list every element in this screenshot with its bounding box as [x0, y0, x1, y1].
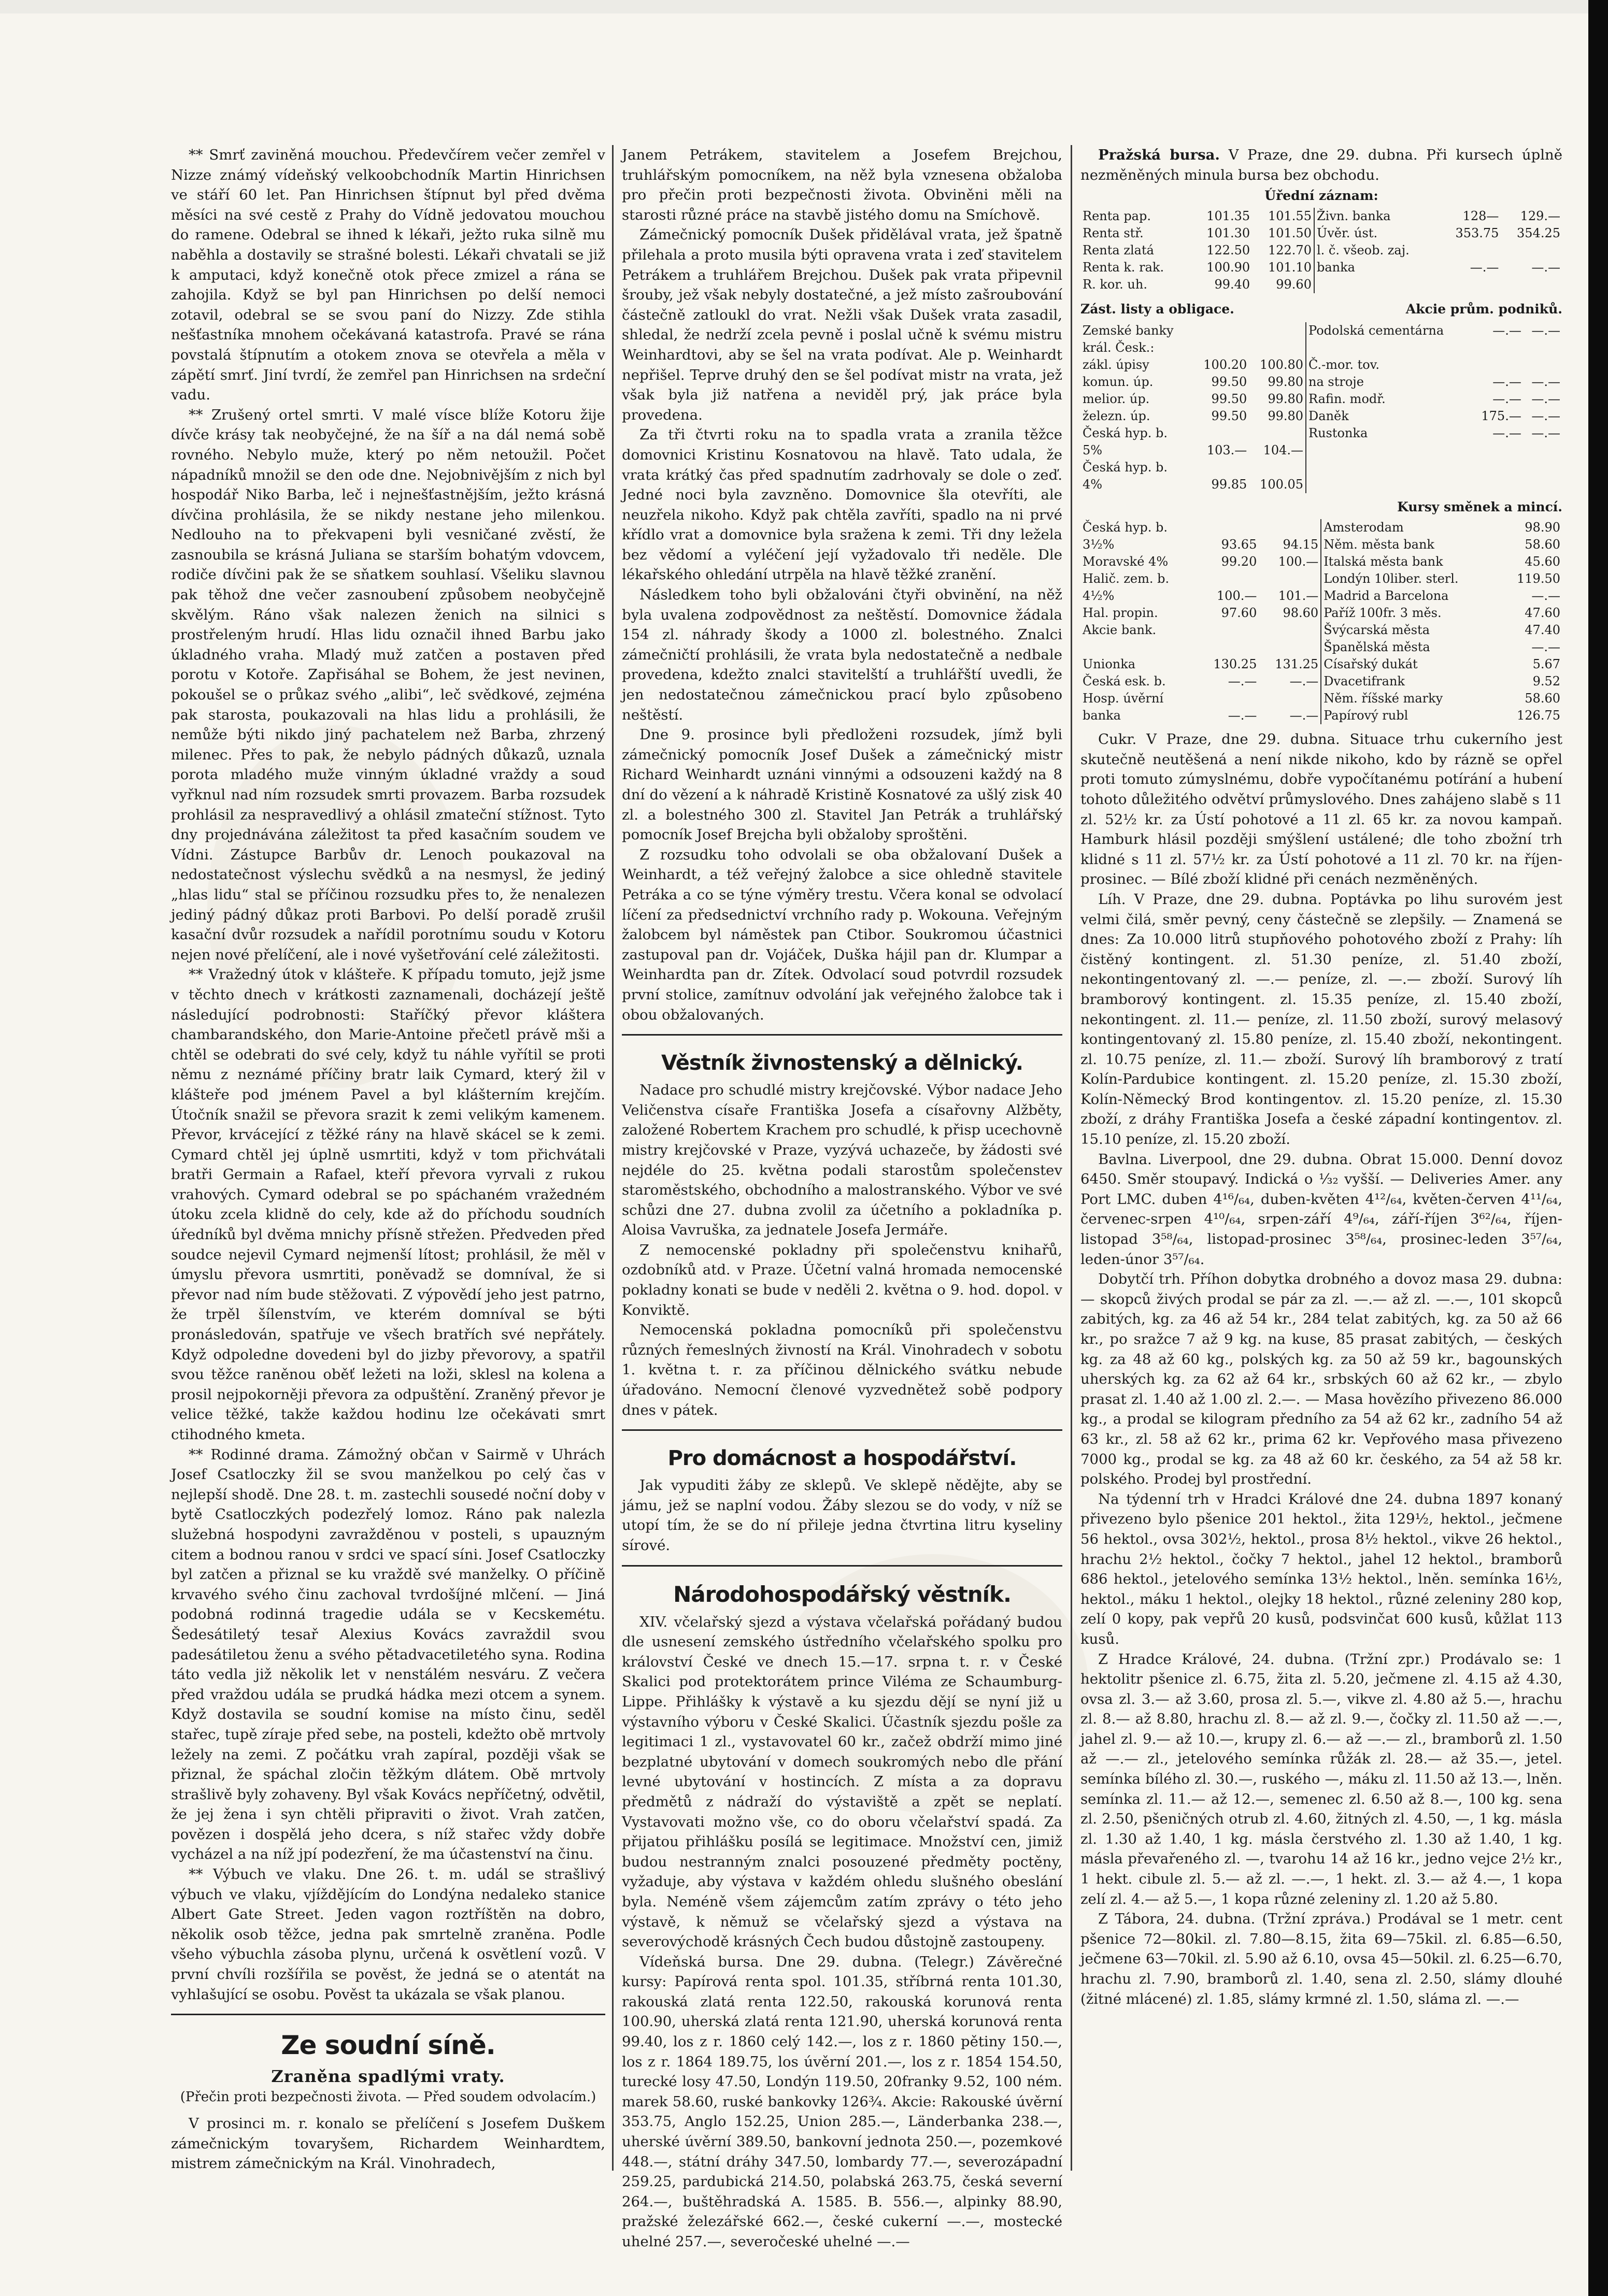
- table-cell: Renta stř.: [1083, 226, 1144, 241]
- table-row: [1080, 259, 1562, 276]
- table-cell: král. Česk.:: [1083, 340, 1155, 355]
- article-dobytci-trh: Dobytčí trh. Příhon dobytka drobného a dovoz masa 29. dubna: — skopců živých prodal se pár za zl. —.— až zl. —.—, 101 skopců zabitých, kg. za 46 až 54 kr., 284 telat zabitých, kg. za 50 až 66 kr., po sražce 7 až 9 kg. na kuse, 85 prasat zabitých, — českých kg. za 48 až 60 kg., polských kg. za 50 až 59 kr., bagounských uherských kg. za 62 až 64 kr., srbských 60 až 62 kr., — zbylo prasat zl. 1.40 až 1.00 zl. 2.—. — Masa hovězího přivezeno 86.000 kg., a prodal se kilogram předního za 54 až 62 kr., zadního 54 až 63 kr., zl. 58 až 62 kr., prima 62 kr. Vepřového masa přivezeno 7000 kg., prodal se kg. za 48 až 60 kr. českého, za 54 až 58 kr. polského. Prodej byl prostřední.: [1080, 1271, 1562, 1488]
- table-cell: 131.25: [1275, 657, 1319, 672]
- table-cell: 122.70: [1268, 243, 1312, 258]
- table-cell: [1314, 276, 1440, 293]
- table-cell: [1198, 519, 1259, 536]
- table-cell: [1524, 442, 1562, 459]
- table-cell: Hal. propin.: [1083, 606, 1158, 621]
- table-cell: [1501, 276, 1562, 293]
- table-cell: 97.60: [1221, 606, 1257, 621]
- table-cell: [1259, 639, 1321, 656]
- table-cell: zákl. úpisy: [1083, 357, 1149, 372]
- article-paragraph: Zámečnický pomocník Dušek přidělával vrata, jež špatně přilehala a proto musila býti opravena vrata i zeď stavitelem Petrákem a truhlářem Brejchou. Dušek pak vrata připevnil šrouby, jež však nebyly dostatečné, a jež místo zašroubování částečně zatloukl do vrat. Nežli však Dušek vrata zasadil, shledal, že nedrží zcela pevně i poslal učně k svému mistru Weinhardtovi, aby se šel na vrata podívat. Ale p. Weinhardt nepřišel. Teprve druhý den se šel podívat mistr na vrata, jež však byla již natřena a neviděl prý, jak práce byla provedena.: [622, 226, 1062, 423]
- table-cell: [1198, 570, 1259, 587]
- table-row: [1080, 391, 1562, 408]
- article-tydenni-trh: Na týdenní trh v Hradci Králové dne 24. dubna 1897 konaný přivezeno bylo pšenice 201 hektol., žita 129½, hektol., ječmene 56 hektol., ovsa 302½, hektol., prosa 8½ hektol., vikve 26 hektol., hrachu 2½ hektol., čočky 7 hektol., jahel 12 hektol., bramborů 686 hektol., jetelového semínka 13½ hektol., lněn. semínka 16½, hektol., máku 1 hektol., olejky 18 hektol., různé zeleniny 280 kop, zelí 0 kopy, pak vepřů 20 kusů, podsvinčat 600 kusů, kůžlat 113 kusů.: [1080, 1490, 1562, 1647]
- table-cell: —.—: [1492, 375, 1521, 390]
- section-rule: [622, 1034, 1062, 1036]
- article-zruseny-ortel: ** Zrušený ortel smrti. V malé vísce blíže Kotoru žije dívče krásy tak neobyčejné, že na šíř a na dál nemá sobě rovného. Nebylo muže, který po něm netoužil. Počet nápadníků množil se den ode dne. Nejobnivějším z nich byl hospodář Niko Barba, leč i nejnešťastnějším, ježto krásná dívčina prohlásila, že se nikdy nestane jeho milenkou. Nedlouho na to překvapeni byli vesničané zvěstí, že zasnoubila se krásná Juliana se starším bohatým vdovcem, rodiče dívčini pak že se sňatkem souhlasí. Všeliku slavnou pak těhož dne večer zasnoubení způsobem neobyčejně skvělým. Ráno však nalezen ženich na silnici s prostřeleným hrudí. Hlas lidu označil ihned Barbu jako úkladného vraha. Mladý muž zatčen a postaven před porotu v Kotoře. Zapřisáhal se Bohem, že jest nevinen, pokoušel se o průkaz svého „alibi“, leč svědkové, zejména pak starosta, poukazovali na hlas lidu a prohlásili, že nemůže býti nikdo jiný pachatelem než Barba, zhrzený milenec. Přes to pak, že nebylo pádných důkazů, uznala porota mladého muže vinným úkladné vraždy a soud vyřknul nad ním rozsudek smrti provazem. Barba rozsudek prohlásil za nespravedlivý a ohlásil zmateční stížnost. Tyto dny projednávána záležitost ta před kasačním soudem ve Vídni. Zástupce Barbův dr. Lenoch poukazoval na nedostatečnost výslechu svědků a na nesmysl, že jediný „hlas lidu“ stal se příčinou rozsudku přes to, že nenalezen jediný pádný důkaz proti Barbovi. Po delší poradě zrušil kasační dvůr rozsudek a nařídil porotnímu soudu v Kotoru nejen nové přelíčení, ale i nové vyšetřování celé záležitosti.: [171, 406, 605, 963]
- table-cell: Něm. města bank: [1321, 536, 1501, 553]
- table-cell: [1249, 339, 1306, 356]
- article-paragraph: Za tři čtvrti roku na to spadla vrata a zranila těžce domovnici Kristinu Kosnatovou na hlavě. Tato udala, že vrata krátký čas před spadnutím zadrhovaly se dole o zeď. Jedné noci byla zavzněno. Domovnice šla otevříti, ale neuzřela nikoho. Když pak chtěla zavříti, spadlo na ni prvé křídlo vrat a domovnice byla sražena k zemi. Tři dny ležela bez vědomí a vyléčení její vyžadovalo tři neděle. Dle lékařského ohledání utrpěla na hlavě těžké zranění.: [622, 426, 1062, 583]
- notice-nadace: Nadace pro schudlé mistry krejčovské. Výbor nadace Jeho Veličenstva císaře Františka Josefa a císařovny Alžběty, založené Robertem Krachem pro schudlé, k přisp ucechovně mistry krejčovské v Praze, vyzývá uchazeče, by žádosti své nejdéle do 25. května podali starostům společenstev staroměstského, obchodního a malostranského. Výbor ve své schůzi dne 27. dubna zvolil za účetního a pokladníka p. Aloisa Vavruška, za jednatele Josefa Jermáře.: [622, 1082, 1062, 1239]
- table-cell: 100.05: [1260, 477, 1304, 492]
- table-cell: Zemské banky: [1083, 323, 1174, 338]
- table-cell: banka: [1314, 259, 1440, 276]
- table-cell: [1440, 242, 1501, 259]
- table-cell: 5.67: [1532, 657, 1560, 672]
- article-videnska-bursa: Vídeňská bursa. Dne 29. dubna. (Telegr.) Závěrečné kursy: Papírová renta spol. 101.35, stříbrná renta 101.30, rakouská zlatá renta 122.50, rakouská korunová renta 100.90, uherská zlatá renta 121.90, uherská korunová renta 99.40, los z r. 1860 celý 142.—, los z r. 1860 pětiny 150.—, los z r. 1864 189.75, los úvěrní 201.—, los z r. 1854 154.50, turecké losy 47.50, Londýn 119.50, 20franky 9.52, 100 ném. marek 58.60, ruské bankovky 126¾. Akcie: Rakouské úvěrní 353.75, Anglo 152.25, Union 285.—, Länderbanka 238.—, uherské úvěrní 389.50, bankovní jednota 250.—, pozemkové 448.—, státní dráhy 347.50, lombardy 77.—, severozápadní 259.25, pardubická 214.50, polabská 263.75, česká severní 264.—, buštěhradská A. 1585. B. 556.—, alpinky 88.90, pražské železářské 662.—, české cukerní —.—, mostecké uhelné 257.—, severočeské uhelné —.—: [622, 1953, 1062, 2250]
- table-cell: 99.20: [1221, 554, 1257, 569]
- column-right: [1080, 145, 1562, 2197]
- article-vcelarsky-sjezd: XIV. včelařský sjezd a výstava včelařská pořádaný budou dle usnesení zemského ústředního včelařského spolku pro království České ve dnech 15.—17. srpna t. r. v České Skalici pod protektorátem prince Viléma ze Schaumburg-Lippe. Přihlášky k výstavě a ku sjezdu dějí se nyní již u výstavního výboru v České Skalici. Účastník sjezdu pošle za legitimaci 1 zl., vystavovatel 60 kr., začež obdrží mimo jiné bezplatné ubytování v domech soukromých nebo dle přání levné ubytování v hostincích. Z místa a za dopravu předmětů z nádraží do výstaviště a zpět se neplatí. Vystavovati možno vše, co do oboru včelařství spadá. Za přijatou přihlášku posílá se legitimace. Množství cen, jimiž budou nestranným znalci posouzené předměty poctěny, vyžaduje, aby výstava v každém ohledu slušného obeslání byla. Neméně všem zájemcům zatím zprávy o této jeho výstavě, k němuž se včelařský sjezd a výstava na severovýchodě krásných Čech budou důstojně zastoupeny.: [622, 1613, 1062, 1950]
- table-cell: [1193, 339, 1249, 356]
- table-cell: —.—: [1492, 426, 1521, 441]
- table-cell: Švýcarská města: [1321, 622, 1501, 639]
- table-cell: [1259, 519, 1321, 536]
- table-cell: Moravské 4%: [1083, 554, 1169, 569]
- article-continuation: Janem Petrákem, stavitelem a Josefem Brejchou, truhlářským pomocníkem, na něž byla vznesena obžaloba pro přečin proti bezpečnosti života. Obviněni měli na starosti různé práce na stavbě jistého domu na Smíchově.: [622, 147, 1062, 223]
- table-cell: 58.60: [1525, 537, 1560, 552]
- table-row: [1080, 242, 1562, 259]
- table-cell: Renta zlatá: [1083, 243, 1154, 258]
- table-cell: 98.90: [1525, 520, 1560, 535]
- table-cell: [1524, 339, 1562, 356]
- table-row: [1080, 605, 1562, 622]
- table-cell: Rustonka: [1306, 425, 1471, 442]
- table-caption-obligace: Zást. listy a obligace.: [1080, 302, 1234, 317]
- table-cell: Císařský dukát: [1321, 656, 1501, 673]
- table-cell: Úvěr. úst.: [1314, 225, 1440, 242]
- table-cell: 47.60: [1525, 606, 1560, 621]
- table-cell: 100.—: [1278, 554, 1319, 569]
- table-cell: 9.52: [1532, 674, 1560, 689]
- table-cell: —.—: [1470, 260, 1499, 275]
- table-cell: —.—: [1531, 323, 1560, 338]
- article-paragraph: Dne 9. prosince byli předloženi rozsudek, jímž byli zámečnický pomocník Josef Dušek a zámečnický mistr Richard Weinhardt uznáni vinnými a odsouzeni každý na 8 dní do vězení a k náhradě Kristině Kosnatové za ušlý zisk 40 zl. a bolestného 300 zl. Stavitel Jan Petrák a truhlářský pomocník Josef Brejcha byli obžaloby sproštěni.: [622, 726, 1062, 843]
- notice-pokladna-knihari: Z nemocenské pokladny při společenstvu knihařů, ozdobníků atd. v Praze. Účetní valná hromada nemocenské pokladny konati se bude v neděli 2. května o 9. hod. dopol. v Konviktě.: [622, 1241, 1062, 1318]
- table-cell: —.—: [1531, 589, 1560, 604]
- table-cell: Něm. říšské marky: [1321, 690, 1501, 707]
- section-title-soudni-sin: Ze soudní síně.: [281, 2030, 495, 2061]
- table-cell: 101.—: [1278, 589, 1319, 604]
- section-rule: [622, 1429, 1062, 1431]
- table-cell: Živn. banka: [1314, 208, 1440, 225]
- table-cell: 99.40: [1214, 277, 1250, 292]
- table-cell: —.—: [1531, 375, 1560, 390]
- table-cell: [1249, 459, 1306, 476]
- table-cell: —.—: [1228, 674, 1257, 689]
- bursa-intro: [1080, 145, 1562, 185]
- table-cell: Unionka: [1083, 657, 1136, 672]
- table-cell: [1471, 459, 1524, 476]
- table-cell: [1193, 425, 1249, 442]
- table-cell: Rafin. modř.: [1306, 391, 1471, 408]
- table-cell: 99.80: [1268, 392, 1304, 407]
- table-row: [1080, 536, 1562, 553]
- table-cell: [1249, 322, 1306, 339]
- table-cell: 94.15: [1283, 537, 1319, 552]
- table-obligace: [1080, 322, 1562, 493]
- table-cell: 45.60: [1525, 554, 1560, 569]
- table-cell: 47.40: [1525, 623, 1560, 638]
- table-cell: Podolská cementárna: [1306, 322, 1471, 339]
- table-cell: 101.30: [1206, 226, 1250, 241]
- table-cell: Španělská města: [1321, 639, 1501, 656]
- table-cell: l. č. všeob. zaj.: [1314, 242, 1440, 259]
- article-rodinne-drama: ** Rodinné drama. Zámožný občan v Sairmě v Uhrách Josef Csatloczky žil se svou manželkou po celý čas v nejlepší shodě. Dne 28. t. m. zastechli sousedé noční doby v bytě Csatloczkých podezřelý lomoz. Ráno pak nalezla služebná hospodyni zavražděnou v posteli, s upauzným citem a bodnou ranou v srdci ve spací síni. Josef Csatloczky byl zatčen a přiznal se ku vraždě své manželky. O příčině krvavého svého činu zachoval tvrdošíjné mlčení. — Jiná podobná rodinná tragedie udála se v Kecskemétu. Šedesátiletý tesař Alexius Kovács zavraždil svou padesátiletou ženu a svého pětadvacetiletého syna. Rodina táto vedla již několik let v nenstálém nesváru. Z večera před vraždou udála se prudká hádka mezi otcem a synem. Když dostavila se soudní komise na místo činu, seděl stařec, tupě zíraje před sebe, na posteli, kdežto obě mrtvoly ležely na zemi. Z počátku vrah zapíral, později však se přiznal, že spáchal zločin těžkým dlátem. Obě mrtvoly strašlivě byly zohaveny. Byl však Kovács nepříčetný, odvětil, že jej žena i syn chtěli připraviti o život. Vrah zatčen, povězen i dospělá jeho dcera, s níž stařec vždy dobře vycházel a na níž jpí podezření, že ma účastenství na činu.: [171, 1446, 605, 1863]
- table-cell: Paříž 100fr. 3 měs.: [1321, 605, 1501, 622]
- table-row: [1080, 374, 1562, 391]
- table-captions-row: [1080, 298, 1562, 319]
- table-row: [1080, 639, 1562, 656]
- table-row: [1080, 208, 1562, 225]
- section-title-narodohospodarsky: Národohospodářský věstník.: [673, 1581, 1011, 1607]
- table-cell: Akcie bank.: [1083, 623, 1157, 638]
- table-cell: 126.75: [1517, 708, 1560, 723]
- table-row: [1080, 339, 1562, 356]
- table-row: [1080, 408, 1562, 425]
- table-cell: R. kor. uh.: [1083, 277, 1147, 292]
- table-cell: 101.50: [1268, 226, 1312, 241]
- table-caption-urední: Úřední záznam:: [1264, 188, 1378, 204]
- table-cell: [1501, 242, 1562, 259]
- table-cell: železn. úp.: [1083, 409, 1150, 424]
- table-row: [1080, 656, 1562, 673]
- table-caption-smenky: Kursy směnek a mincí.: [1397, 499, 1562, 515]
- table-cell: [1471, 476, 1524, 493]
- table-cell: Renta k. rak.: [1083, 260, 1164, 275]
- table-renty: [1080, 208, 1562, 293]
- table-cell: 99.80: [1268, 375, 1304, 390]
- table-cell: 353.75: [1455, 226, 1499, 241]
- table-row: [1080, 622, 1562, 639]
- article-paragraph: Z rozsudku toho odvolali se oba obžalovaní Dušek a Weinhardt, a též veřejný žalobce a sice ohledně stavitele Petráka a co se týne výměry trestu. Včera konal se odvolací líčení za předsednictví vrchního rady p. Wokouna. Veřejným žalobcem byl náměstek pan Ctibor. Soukromou účastnici zastupoval pan dr. Vojáček, Duška hájil pan dr. Klumpar a Weinhardta pan dr. Zítek. Odvolací soud potvrdil rozsudek první stolice, zamítnuv odvolání jak veřejného žalobce tak i obou obžalovaných.: [622, 846, 1062, 1023]
- table-cell: 99.50: [1211, 392, 1247, 407]
- table-cell: Halič. zem. b.: [1083, 571, 1170, 586]
- table-cell: —.—: [1531, 260, 1560, 275]
- column-divider: [1071, 145, 1072, 2171]
- table-row: [1080, 519, 1562, 536]
- section-title-zivnostensky: Věstník živnostenský a dělnický.: [661, 1051, 1023, 1075]
- table-smenky: [1080, 519, 1562, 724]
- article-hradec-kralove: Z Hradce Králové, 24. dubna. (Tržní zpr.) Prodávalo se: 1 hektolitr pšenice zl. 6.75, žita zl. 5.20, ječmene zl. 4.15 až 4.30, ovsa zl. 3.— až 3.60, prosa zl. 5.—, vikve zl. 4.80 až 5.—, hrachu zl. 8.— až 8.80, hrachu zl. 8.— až zl. 9.—, čočky zl. 11.50 až —.—, jahel zl. 9.— až 10.—, krupy zl. 6.— až —.— zl., bramborů zl. 1.50 až —.— zl., jetelového semínka růžák zl. 28.— až 35.—, jetel. semínka bílého zl. 30.—, ruského —, máku zl. 11.50 až 13.—, lněn. semínka zl. 11.— až 12.—, semenec zl. 6.50 až 8.—, 100 kg. sena zl. 2.50, pšeničných otrub zl. 4.60, žitných zl. 4.50, —, 1 kg. másla zl. 1.30 až 1.40, 1 kg. másla čerstvého zl. 1.30 až 1.40, 1 kg. másla převařeného zl. —, tvarohu 14 až 16 kr., jedno vejce 2½ kr., 1 hekt. cibule zl. 5.— až zl. —.—, 1 hekt. zl. 3.— až 4.—, 1 kopa zelí zl. 4.— až 5.—, 1 kopa různé zeleniny zl. 1.20 až 5.80.: [1080, 1651, 1562, 1907]
- table-cell: [1198, 639, 1259, 656]
- table-row: [1080, 356, 1562, 374]
- article-body: V prosinci m. r. konalo se přelíčení s Josefem Duškem zámečnickým tovaryšem, Richardem Weinhardtem, mistrem zámečnickým na Král. Vinohradech,: [171, 2115, 605, 2172]
- table-cell: Papírový rubl: [1321, 707, 1501, 724]
- table-cell: —.—: [1289, 674, 1319, 689]
- table-cell: 4%: [1083, 477, 1103, 492]
- article-lih: Líh. V Praze, dne 29. dubna. Poptávka po lihu surovém jest velmi čilá, směr pevný, ceny částečně se zlepšily. — Znamená se dnes: Za 10.000 litrů stupňového pohotového zboží z Prahy: líh čistěný kontingent. zl. 51.30 peníze, zl. 51.40 zboží, nekontingentovaný zl. —.— peníze, zl. —.— zboží. Surový líh bramborový kontingent. zl. 15.35 peníze, zl. 15.40 zboží, nekontingent. zl. 11.— peníze, zl. 11.50 zboží, surový melasový kontingentovaný zl. 15.80 peníze, zl. 15.40 zboží, nekontingent. zl. 10.75 peníze, zl. 11.— zboží. Surový líh bramborový z tratí Kolín-Pardubice kontingent. zl. 15.20 peníze, zl. 15.30 zboží, Kolín-Německý Brod kontingentov. zl. 15.20 peníze, zl. 15.30 zboží, z dráhy Františka Josefa a české západní kontingentov. zl. 15.10 peníze, zl. 15.20 zboží.: [1080, 891, 1562, 1148]
- table-cell: Česká hyp. b.: [1083, 426, 1168, 441]
- table-cell: Česká esk. b.: [1083, 674, 1166, 689]
- table-cell: 103.—: [1206, 443, 1247, 458]
- table-cell: [1198, 690, 1259, 707]
- table-cell: Italská města bank: [1321, 553, 1501, 570]
- bursa-intro-text: V Praze, dne 29. dubna. Při kursech úplně nezměněných minula bursa bez obchodu.: [1080, 147, 1562, 183]
- table-cell: —.—: [1531, 409, 1560, 424]
- article-vrazedny-utok: ** Vražedný útok v klášteře. K případu tomuto, jejž jsme v těchto dnech v krátkosti zaznamenali, docházejí ještě následující podrobnosti: Staříčký převor kláštera chambarandského, don Marie-Antoine přečetl právě mši a chtěl se odebrati do své cely, když tu náhle vyřítil se proti němu z neznámé příčiny bratr laik Cymard, který žil v klášteře pod jménem Pavel a byl klášterním krejčím. Útočník snažil se převora srazit k zemi velikým kamenem. Převor, krvácející z těžké rány na hlavě skácel se k zemi. Cymard chtěl jej úplně usmrtiti, když v tom přichvátali bratři Germain a Rafael, kteří převora vyrvali z rukou vrahových. Cymard odebral se po spáchaném vražedném útoku zcela klidně do cely, kde až do příchodu soudních úředníků byl dvěma mnichy přísně střežen. Předveden před soudce nejevil Cymard nejmenší lítost; prohlásil, že měl v úmyslu převora usmrtiti, poněvadž se domníval, že si převor nad ním bude stěžovati. Z výpovědí jeho jest patrno, že trpěl šílenstvím, ve kterém domníval se býti pronásledován, spatřuje ve všech bratřích své nepřátely. Když odpoledne dovedeni byl do jizby převorovy, a spatřil svou těžce raněnou oběť ležeti na loži, sklesl na kolena a prosil nejpokorněji převora za odpuštění. Zraněný převor je velice těžké, takže každou hodinu lze očekávati smrt ctihodného kmeta.: [171, 966, 605, 1443]
- article-smrt-mouchou: ** Smrť zaviněná mouchou. Předevčírem večer zemřel v Nizze známý vídeňský velkoobchodník Martin Hinrichsen ve stáří 60 let. Pan Hinrichsen štípnut byl před dvěma měsíci na své cestě z Prahy do Vídně jedovatou mouchou do ramene. Odebral se ihned k lékaři, ježto ruka silně mu naběhla a dostavily se strašné bolesti. Lékaři chvatali se již k amputaci, když konečně otok přece zmizel a rána se zahojila. Když se byl pan Hinrichsen po delší nemoci zotavil, odebral se se svou paní do Nizzy. Zde stihla nešťastníka mnohem očekávaná katastrofa. Pravé se rána povstalá štípnutím a otokem znova se otevřela a měla v zápětí smrť. Jiní tvrdí, že zemřel pan Hinrichsen na srdeční vadu.: [171, 147, 605, 404]
- table-row: [1080, 476, 1562, 493]
- table-cell: [1259, 690, 1321, 707]
- table-cell: komun. úp.: [1083, 375, 1154, 390]
- table-row: [1080, 225, 1562, 242]
- table-cell: [1306, 476, 1471, 493]
- article-subheadline: (Přečin proti bezpečnosti života. — Před soudem odvolacím.): [180, 2089, 596, 2105]
- table-cell: Hosp. úvěrní: [1083, 691, 1164, 706]
- table-cell: [1193, 459, 1249, 476]
- table-row: [1080, 442, 1562, 459]
- table-cell: 175.—: [1481, 409, 1521, 424]
- table-cell: Dvacetifrank: [1321, 673, 1501, 690]
- article-vybuch-ve-vlaku: ** Výbuch ve vlaku. Dne 26. t. m. udál se strašlivý výbuch ve vlaku, vjíždějícím do Londýna nedaleko stanice Albert Gate Street. Jeden vagon roztříštěn na dobro, několik osob těžce, jedna pak smrtelně zraněna. Podle všeho výbuchla zásoba plynu, určená k osvětlení vozů. V první chvíli rozšířila se pověst, že jedná se o atentát na vyhlašující se osobu. Pověst ta ukázala se však planou.: [171, 1866, 605, 2003]
- table-cell: 99.60: [1276, 277, 1312, 292]
- table-cell: Londýn 10liber. sterl.: [1321, 570, 1501, 587]
- table-cell: Česká hyp. b.: [1083, 520, 1168, 535]
- table-cell: 98.60: [1283, 606, 1319, 621]
- table-cell: [1193, 322, 1249, 339]
- column-middle: [622, 145, 1062, 2250]
- table-cell: 3½%: [1083, 537, 1115, 552]
- table-cell: [1524, 459, 1562, 476]
- table-caption-akcie: Akcie prům. podniků.: [1405, 302, 1562, 317]
- table-row: [1080, 459, 1562, 476]
- scan-dark-edge: [1588, 0, 1608, 2296]
- table-cell: 130.25: [1213, 657, 1257, 672]
- table-cell: [1471, 442, 1524, 459]
- column-divider: [612, 145, 614, 2171]
- table-cell: —.—: [1531, 640, 1560, 655]
- table-cell: 99.80: [1268, 409, 1304, 424]
- column-left: [171, 145, 605, 2197]
- table-row: [1080, 276, 1562, 293]
- table-cell: melior. úp.: [1083, 392, 1150, 407]
- table-cell: —.—: [1289, 708, 1319, 723]
- table-cell: [1198, 622, 1259, 639]
- table-cell: Renta pap.: [1083, 209, 1151, 224]
- table-row: [1080, 707, 1562, 724]
- section-title-domacnost: Pro domácnost a hospodářství.: [667, 1446, 1017, 1471]
- table-cell: 101.35: [1206, 209, 1250, 224]
- table-cell: [1306, 339, 1471, 356]
- table-cell: [1524, 476, 1562, 493]
- notice-pokladna-vinohrady: Nemocenská pokladna pomocníků při společenstvu různých řemeslných živností na Král. Vinohradech v sobotu 1. května t. r. za příčinou dělnického svátku nebude úřadováno. Nemocní členové vyzvednětež sobě podpory dnes v pátek.: [622, 1322, 1062, 1418]
- table-cell: banka: [1083, 708, 1121, 723]
- table-cell: 128—: [1462, 209, 1499, 224]
- table-row: [1080, 553, 1562, 570]
- table-cell: [1306, 442, 1471, 459]
- table-cell: 100.—: [1216, 589, 1257, 604]
- article-headline: Zraněna spadlými vraty.: [271, 2067, 505, 2087]
- article-cukr: Cukr. V Praze, dne 29. dubna. Situace trhu cukerního jest skutečně neutěšená a není nikde nikoho, kdo by rázně se opřel proti tomuto zúmyslnému, dobře vypočítanému potírání a hubení tohoto důležitého odvětví průmyslového. Dnes zahájeno slabě s 11 zl. 52½ kr. za Ústí pohotové a 11 zl. 65 kr. za novou kampaň. Hamburk hlásil později smýšlení ustálené; dle toho zbožní trh klidné s 11 zl. 57½ kr. za Ústí pohotové a 11 zl. 70 kr. na říjen-prosinec. — Bílé zboží klidné při cenách nezměněných.: [1080, 731, 1562, 888]
- table-cell: 93.65: [1221, 537, 1257, 552]
- table-cell: —.—: [1492, 323, 1521, 338]
- table-row: [1080, 587, 1562, 605]
- table-cell: 58.60: [1525, 691, 1560, 706]
- table-cell: [1524, 356, 1562, 374]
- table-row: [1080, 690, 1562, 707]
- table-cell: [1080, 639, 1198, 656]
- table-cell: 5%: [1083, 443, 1103, 458]
- table-cell: [1471, 339, 1524, 356]
- table-cell: 122.50: [1206, 243, 1250, 258]
- table-cell: 119.50: [1517, 571, 1560, 586]
- section-rule: [622, 1565, 1062, 1567]
- article-paragraph: Následkem toho byli obžalováni čtyři obvinění, na něž byla uvalena zodpovědnost za neštěstí. Domovnice žádala 154 zl. náhrady škody a 1000 zl. bolestného. Znalci zámečničtí prohlásili, že vrata byla nedostatečně a nedbale provedena, kdežto znalci stavitelští a truhlářští uvedli, že jen nedostatečnou zámečnickou prací bylo způsobeno neštěstí.: [622, 586, 1062, 723]
- table-cell: 100.90: [1206, 260, 1250, 275]
- table-cell: Madrid a Barcelona: [1321, 587, 1501, 605]
- table-cell: —.—: [1228, 708, 1257, 723]
- table-cell: 104.—: [1263, 443, 1304, 458]
- table-cell: —.—: [1492, 392, 1521, 407]
- table-cell: 99.85: [1211, 477, 1247, 492]
- bursa-title: Pražská bursa.: [1098, 147, 1220, 163]
- section-rule: [171, 2014, 605, 2015]
- table-cell: [1471, 356, 1524, 374]
- table-cell: —.—: [1531, 392, 1560, 407]
- table-cell: [1259, 622, 1321, 639]
- table-cell: Amsterodam: [1321, 519, 1501, 536]
- table-cell: 101.10: [1268, 260, 1312, 275]
- table-cell: [1440, 276, 1501, 293]
- article-tabor: Z Tábora, 24. dubna. (Tržní zpráva.) Prodával se 1 metr. cent pšenice 72—80kil. zl. 7.80—8.15, žita 69—75kil. zl. 6.85—6.50, ječmene 63—70kil. zl. 5.90 až 6.10, ovsa 45—50kil. zl. 6.25—6.70, hrachu zl. 7.90, bramborů zl. 1.40, sena zl. 2.50, slámy dlouhé (žitné mlácené) zl. 1.85, slámy krmné zl. 1.50, sláma zl. —.—: [1080, 1911, 1562, 2007]
- tip-zaby: Jak vypuditi žáby ze sklepů. Ve sklepě nědějte, aby se jámu, jež se naplní vodou. Žáby slezou se do vody, v níž se utopí tím, že se do ní přileje jedna čtvrtina litru kyseliny sírové.: [622, 1477, 1062, 1554]
- table-cell: [1259, 570, 1321, 587]
- table-cell: Česká hyp. b.: [1083, 460, 1168, 475]
- table-cell: 100.20: [1203, 357, 1247, 372]
- table-cell: Č.-mor. tov.: [1306, 356, 1471, 374]
- table-cell: 99.50: [1211, 409, 1247, 424]
- table-row: [1080, 673, 1562, 690]
- table-cell: Daněk: [1306, 408, 1471, 425]
- table-cell: 4½%: [1083, 589, 1115, 604]
- table-cell: [1249, 425, 1306, 442]
- article-bavlna: Bavlna. Liverpool, dne 29. dubna. Obrat 15.000. Denní dovoz 6450. Směr stoupavý. Indická o ⅓₂ vyšší. — Deliveries Amer. any Port LMC. duben 4¹⁶/₆₄, duben-květen 4¹²/₆₄, květen-červen 4¹¹/₆₄, červenec-srpen 4¹⁰/₆₄, srpen-září 4⁹/₆₄, září-říjen 3⁶²/₆₄, říjen-listopad 3⁵⁸/₆₄, listopad-prosinec 3⁵⁸/₆₄, prosinec-leden 3⁵⁷/₆₄, leden-únor 3⁵⁷/₆₄.: [1080, 1151, 1562, 1268]
- scan-top-margin: [0, 0, 1608, 13]
- table-cell: 100.80: [1260, 357, 1304, 372]
- table-cell: 99.50: [1211, 375, 1247, 390]
- table-row: [1080, 570, 1562, 587]
- table-cell: —.—: [1531, 426, 1560, 441]
- table-cell: 101.55: [1268, 209, 1312, 224]
- table-cell: na stroje: [1306, 374, 1471, 391]
- table-row: [1080, 322, 1562, 339]
- table-cell: 129.—: [1520, 209, 1560, 224]
- table-cell: 354.25: [1517, 226, 1560, 241]
- table-cell: [1306, 459, 1471, 476]
- table-row: [1080, 425, 1562, 442]
